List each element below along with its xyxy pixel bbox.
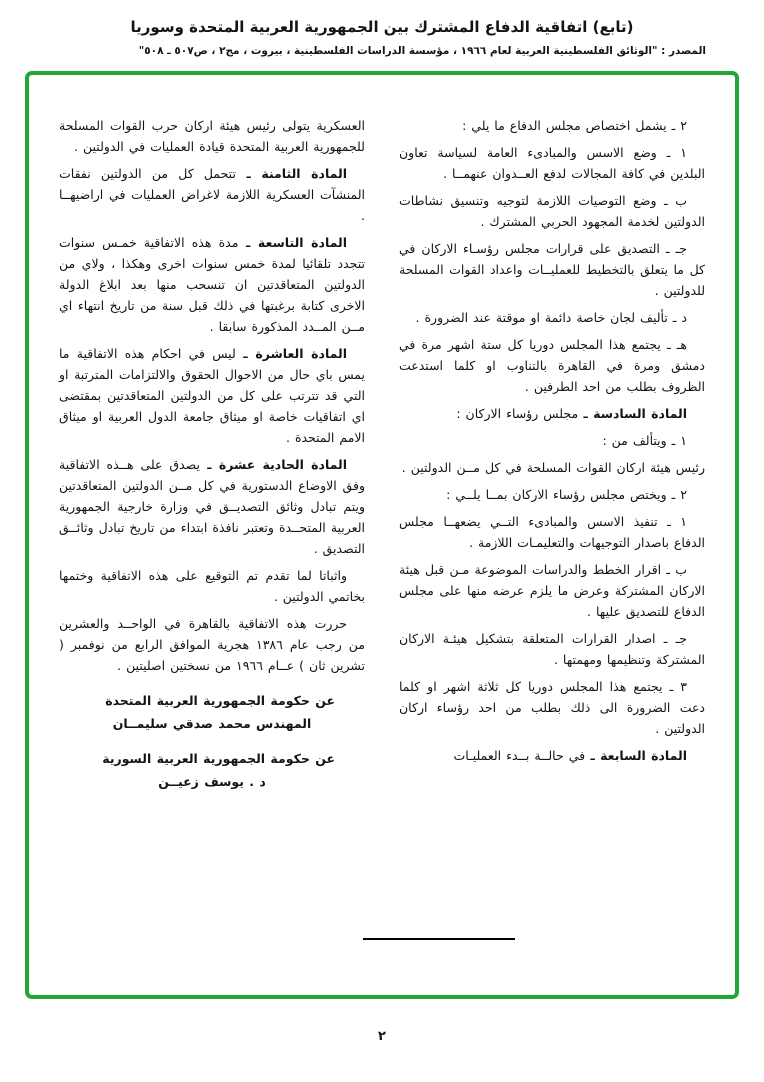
article-lead: المادة السابعة ـ [585, 748, 687, 763]
article-9-paragraph: المادة التاسعة ـ مدة هذه الاتفاقية خمـس سنوات تتجدد تلقائيا لمدة خمس سنوات اخرى وهكذا ، ولاي من الدولتين المتعاقدتين ان تنسحب منها بعد ابلاغ الدولة الاخرى كتابة برغبتها في ذلك قبل سنة من تاريخ انتهاء اي مــن المــدد المذكورة سابقا . [59, 235, 365, 334]
article-lead: المادة السادسة ـ [578, 406, 687, 421]
paragraph: ٢ ـ ويختص مجلس رؤساء الاركان بمــا يلــي : [446, 487, 687, 502]
paragraph: حررت هذه الاتفاقية بالقاهرة في الواحــد والعشرين من رجب عام ١٣٨٦ هجرية الموافق الرابع من نوفمبر ( تشرين ثان ) عــام ١٩٦٦ من نسختين اصليتين . [59, 616, 365, 673]
article-lead: المادة التاسعة ـ [238, 235, 347, 250]
article-lead: المادة الحادية عشرة ـ [199, 457, 347, 472]
paragraph: العسكرية يتولى رئيس هيئة اركان حرب القوات المسلحة للجمهورية العربية المتحدة قيادة العمليات في الدولتين . [59, 118, 365, 154]
paragraph: هـ ـ يجتمع هذا المجلس دوريا كل ستة اشهر مرة في دمشق ومرة في القاهرة بالتناوب او كلما استدعت الظروف بطلب من احد الطرفين . [399, 337, 705, 394]
left-column [59, 115, 365, 802]
paragraph: ٣ ـ يجتمع هذا المجلس دوريا كل ثلاثة اشهر او كلما دعت الضرورة الى ذلك بطلب من احد رؤساء اركان الدولتين . [399, 679, 705, 736]
paragraph: ب ـ وضع التوصيات اللازمة لتوجيه وتنسيق نشاطات الدولتين لخدمة المجهود الحربي المشترك . [399, 193, 705, 229]
paragraph: ب ـ اقرار الخطط والدراسات الموضوعة مـن قبل هيئة الاركان المشتركة وعرض ما يلزم عرضه منها على مجلس الدفاع للتصديق عليها . [399, 562, 705, 619]
signatory-uar-name: المهندس محمد صدقي سليمــان [112, 716, 312, 731]
paragraph: جـ ـ التصديق على قرارات مجلس رؤسـاء الاركان في كل ما يتعلق بالتخطيط للعمليــات واعداد القوات المسلحة للدولتين . [399, 241, 705, 298]
paragraph: واثباتا لما تقدم تم التوقيع على هذه الاتفاقية وختمها بخاتمي الدولتين . [59, 568, 365, 604]
signatory-syria-heading: عن حكومة الجمهورية العربية السورية [102, 751, 335, 766]
source-line: المصدر : "الوثائق الفلسطينية العربية لعام ١٩٦٦ ، مؤسسة الدراسات الفلسطينية ، بيروت ، مج٢ ، ص٥٠٧ ـ ٥٠٨" [138, 45, 706, 57]
article-11-paragraph: المادة الحادية عشرة ـ يصدق على هــذه الاتفاقية وفق الاوضاع الدستورية في كل مــن الدولتين المتعاقدتين ويتم تبادل وثائق التصديــق في وزارة خارجية الجمهورية العربية المتحــدة وتعتبر نافذة ابتداء من تاريخ تبادل وثائــق التصديق . [59, 457, 365, 556]
article-8-paragraph: المادة الثامنة ـ تتحمل كل من الدولتين نفقات المنشآت العسكرية اللازمة لاغراض العمليات في اراضيهــا . [59, 166, 365, 223]
article-lead: المادة العاشرة ـ [235, 346, 347, 361]
green-border-frame [25, 71, 739, 999]
two-column-body [59, 115, 705, 802]
paragraph: ١ ـ وضع الاسس والمبادىء العامة لسياسة تعاون البلدين في كافة المجالات لدفع العــدوان عنهمــا . [399, 145, 705, 181]
paragraph: ٢ ـ يشمل اختصاص مجلس الدفاع ما يلي : [462, 118, 687, 133]
paragraph: ١ ـ ويتألف من : [602, 433, 687, 448]
article-6-heading: المادة السادسة ـ مجلس رؤساء الاركان : [456, 406, 687, 421]
paragraph: د ـ تأليف لجان خاصة دائمة او موقتة عند الضرورة . [415, 310, 687, 325]
right-column [399, 115, 705, 772]
article-lead: المادة الثامنة ـ [235, 166, 347, 181]
article-7-heading: المادة السابعة ـ في حالــة بــدء العمليـات [453, 748, 687, 763]
signatory-uar-heading: عن حكومة الجمهورية العربية المتحدة [105, 693, 335, 708]
paragraph: ١ ـ تنفيذ الاسس والمبادىء التــي يضعهــا مجلس الدفاع باصدار التوجيهات والتعليمـات اللازمة . [399, 514, 705, 550]
page-number: ٢ [378, 1029, 386, 1044]
article-10-paragraph: المادة العاشرة ـ ليس في احكام هذه الاتفاقية ما يمس باي حال من الاحوال الحقوق والالتزامات المترتبة او التي قد تترتب على كل من الدولتين المتعاقدتين بمقتضى اي اتفاقيات خاصة او ميثاق جامعة الدول العربية او ميثاق الامم المتحدة . [59, 346, 365, 445]
signature-divider-line [363, 938, 515, 940]
paragraph: جـ ـ اصدار القرارات المتعلقة بتشكيل هيئـة الاركان المشتركة وتنظيمها ومهمتها . [399, 631, 705, 667]
document-title: (تابع) اتفاقية الدفاع المشترك بين الجمهورية العربية المتحدة وسوريا [130, 18, 634, 36]
signatory-syria-name: د . يوسف زعيــن [158, 774, 266, 789]
document-header [0, 0, 764, 57]
paragraph: رئيس هيئة اركان القوات المسلحة في كل مــن الدولتين . [401, 460, 705, 475]
